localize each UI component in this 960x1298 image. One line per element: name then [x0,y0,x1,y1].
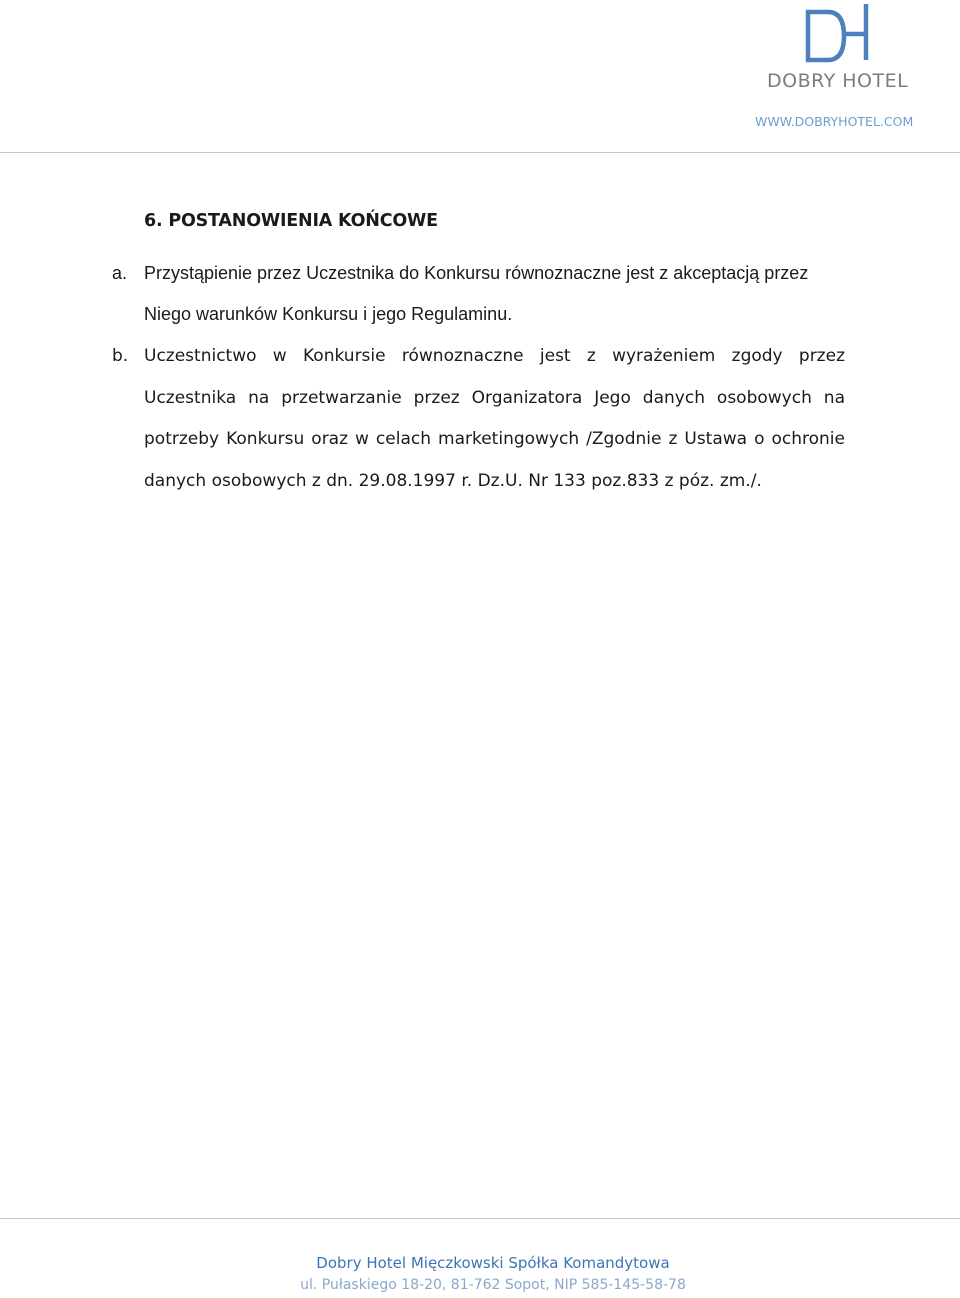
header-divider [0,152,960,153]
hotel-logo [755,4,922,134]
list-item [112,253,845,335]
list-item-text: Uczestnictwo w Konkursie równoznaczne jest z wyrażeniem zgody przez Uczestnika na przetwarzanie przez Organizatora Jego danych osobowych na potrzeby Konkursu oraz w celach marketingowych /Zgodnie z Ustawa o ochronie danych osobowych z dn. 29.08.1997 r. Dz.U. Nr 133 poz.833 z póz. zm./. [144,346,845,491]
dh-monogram-icon [800,4,872,66]
footer-address: ul. Pułaskiego 18-20, 81-762 Sopot, NIP 585-145-58-78 [300,1277,686,1293]
list-marker: a. [112,263,128,283]
section-title: 6. POSTANOWIENIA KOŃCOWE [144,211,438,231]
logo-name: DOBRY HOTEL [767,70,909,92]
footer-company: Dobry Hotel Mięczkowski Spółka Komandytowa [316,1254,670,1272]
footer-divider [0,1218,960,1219]
list-item [112,336,845,502]
website-link[interactable]: WWW.DOBRYHOTEL.COM [755,114,914,129]
list-marker: b. [112,346,129,366]
list-item-text: Przystąpienie przez Uczestnika do Konkursu równoznaczne jest z akceptacją przez Niego warunków Konkursu i jego Regulaminu. [144,263,809,324]
